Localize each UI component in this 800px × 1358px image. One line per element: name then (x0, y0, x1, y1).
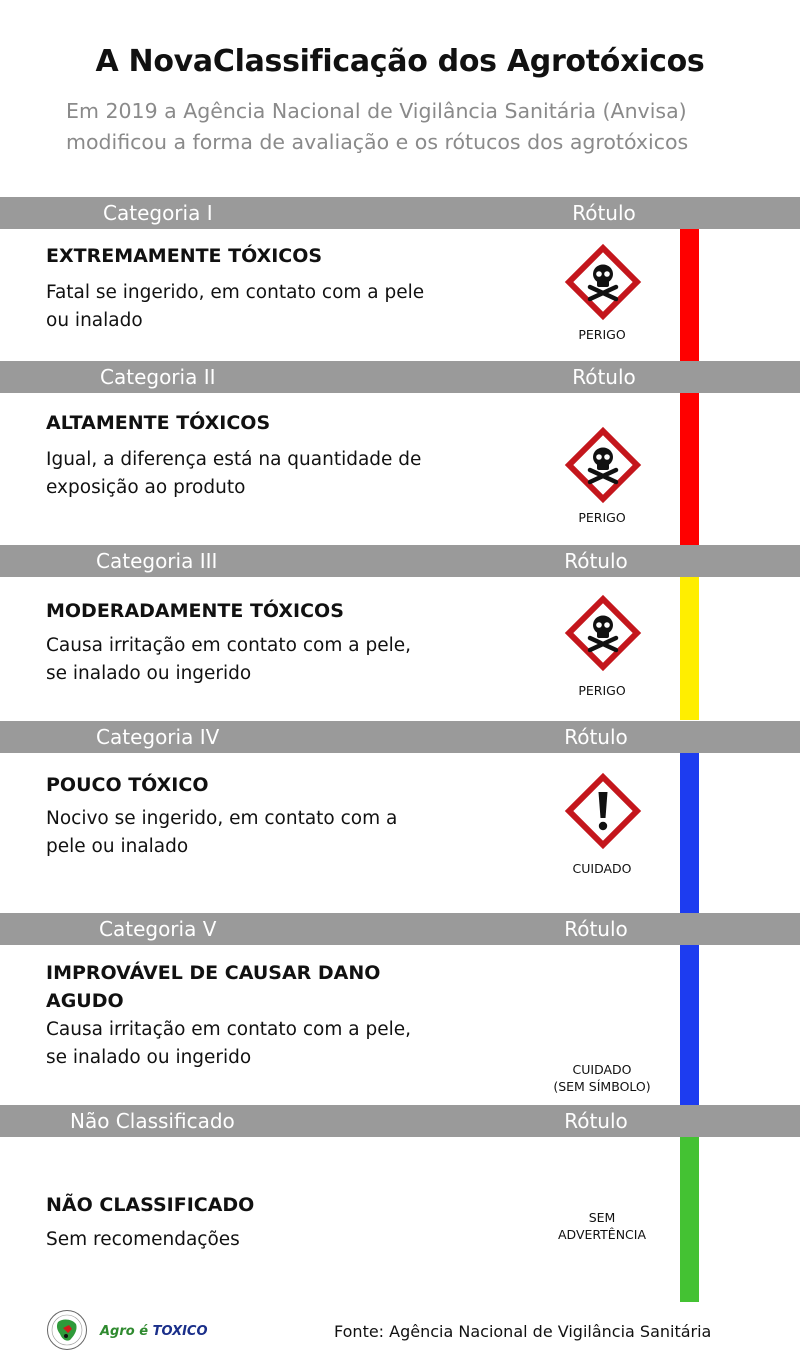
description-line: pele ou inalado (46, 836, 189, 857)
category-name: Não Classificado (70, 1109, 235, 1133)
toxicity-color-bar (680, 577, 699, 720)
label-line: PERIGO (578, 327, 626, 342)
category-description (46, 805, 466, 861)
label-text (522, 509, 682, 526)
category-name: Categoria II (100, 365, 216, 389)
description-line: exposição ao produto (46, 477, 246, 498)
label-text (522, 1061, 682, 1095)
label-text (522, 682, 682, 699)
skull-crossbones-icon (562, 424, 644, 506)
page-title: A NovaClassificação dos Agrotóxicos (95, 44, 705, 79)
category-heading: ALTAMENTE TÓXICOS (46, 412, 271, 434)
category-name: Categoria III (96, 549, 218, 573)
category-heading: POUCO TÓXICO (46, 774, 209, 796)
label-line: SEM (588, 1210, 616, 1225)
category-description (46, 1016, 466, 1072)
heading-line: IMPROVÁVEL DE CAUSAR DANO (46, 962, 381, 984)
page-subtitle (66, 96, 766, 158)
toxicity-color-bar (680, 945, 699, 1105)
description-line: Causa irritação em contato com a pele, (46, 1019, 411, 1040)
exclamation-icon (562, 770, 644, 852)
label-text (522, 1209, 682, 1243)
category-band-1 (0, 197, 800, 229)
description-line: Igual, a diferença está na quantidade de (46, 449, 422, 470)
subtitle-line-1: Em 2019 a Agência Nacional de Vigilância Sanitária (Anvisa) (66, 99, 687, 123)
rotulo-header: Rótulo (564, 549, 628, 573)
description-line: se inalado ou ingerido (46, 663, 252, 684)
skull-crossbones-icon (562, 241, 644, 323)
source-citation: Fonte: Agência Nacional de Vigilância Sanitária (334, 1322, 712, 1341)
logo-word: é (139, 1324, 149, 1339)
description-line: Sem recomendações (46, 1229, 240, 1250)
rotulo-header: Rótulo (564, 725, 628, 749)
toxicity-color-bar (680, 393, 699, 545)
label-line: CUIDADO (572, 861, 632, 876)
category-name: Categoria V (99, 917, 217, 941)
toxicity-color-bar (680, 229, 699, 361)
skull-crossbones-icon (562, 592, 644, 674)
logo-word: Agro (100, 1324, 135, 1339)
toxicity-color-bar (680, 753, 699, 913)
category-description (46, 632, 466, 688)
category-description (46, 446, 466, 502)
description-line: se inalado ou ingerido (46, 1047, 252, 1068)
label-line: ADVERTÊNCIA (557, 1227, 647, 1242)
description-line: Fatal se ingerido, em contato com a pele (46, 282, 425, 303)
category-band-5 (0, 913, 800, 945)
category-name: Categoria I (103, 201, 213, 225)
rotulo-header: Rótulo (572, 201, 636, 225)
category-name: Categoria IV (96, 725, 220, 749)
label-line: PERIGO (578, 510, 626, 525)
category-band-3 (0, 545, 800, 577)
category-heading (46, 959, 446, 1015)
description-line: Causa irritação em contato com a pele, (46, 635, 411, 656)
category-band-4 (0, 721, 800, 753)
rotulo-header: Rótulo (572, 365, 636, 389)
label-line: (SEM SÍMBOLO) (553, 1079, 651, 1094)
subtitle-line-2: modificou a forma de avaliação e os rótucos dos agrotóxicos (66, 130, 689, 154)
logo-word: TOXICO (152, 1324, 208, 1339)
category-description (46, 279, 466, 335)
description-line: Nocivo se ingerido, em contato com a (46, 808, 398, 829)
rotulo-header: Rótulo (564, 1109, 628, 1133)
rotulo-header: Rótulo (564, 917, 628, 941)
category-heading: MODERADAMENTE TÓXICOS (46, 600, 344, 622)
category-band-2 (0, 361, 800, 393)
label-line: PERIGO (578, 683, 626, 698)
description-line: ou inalado (46, 310, 143, 331)
category-heading: NÃO CLASSIFICADO (46, 1194, 255, 1216)
mst-seal-logo-icon (46, 1309, 88, 1351)
label-text (522, 860, 682, 877)
label-line: CUIDADO (572, 1062, 632, 1077)
heading-line: AGUDO (46, 990, 124, 1012)
toxicity-color-bar (680, 1137, 699, 1302)
agro-e-toxico-logo (100, 1324, 208, 1339)
label-text (522, 326, 682, 343)
category-description (46, 1226, 466, 1254)
category-band-6 (0, 1105, 800, 1137)
category-heading: EXTREMAMENTE TÓXICOS (46, 245, 323, 267)
